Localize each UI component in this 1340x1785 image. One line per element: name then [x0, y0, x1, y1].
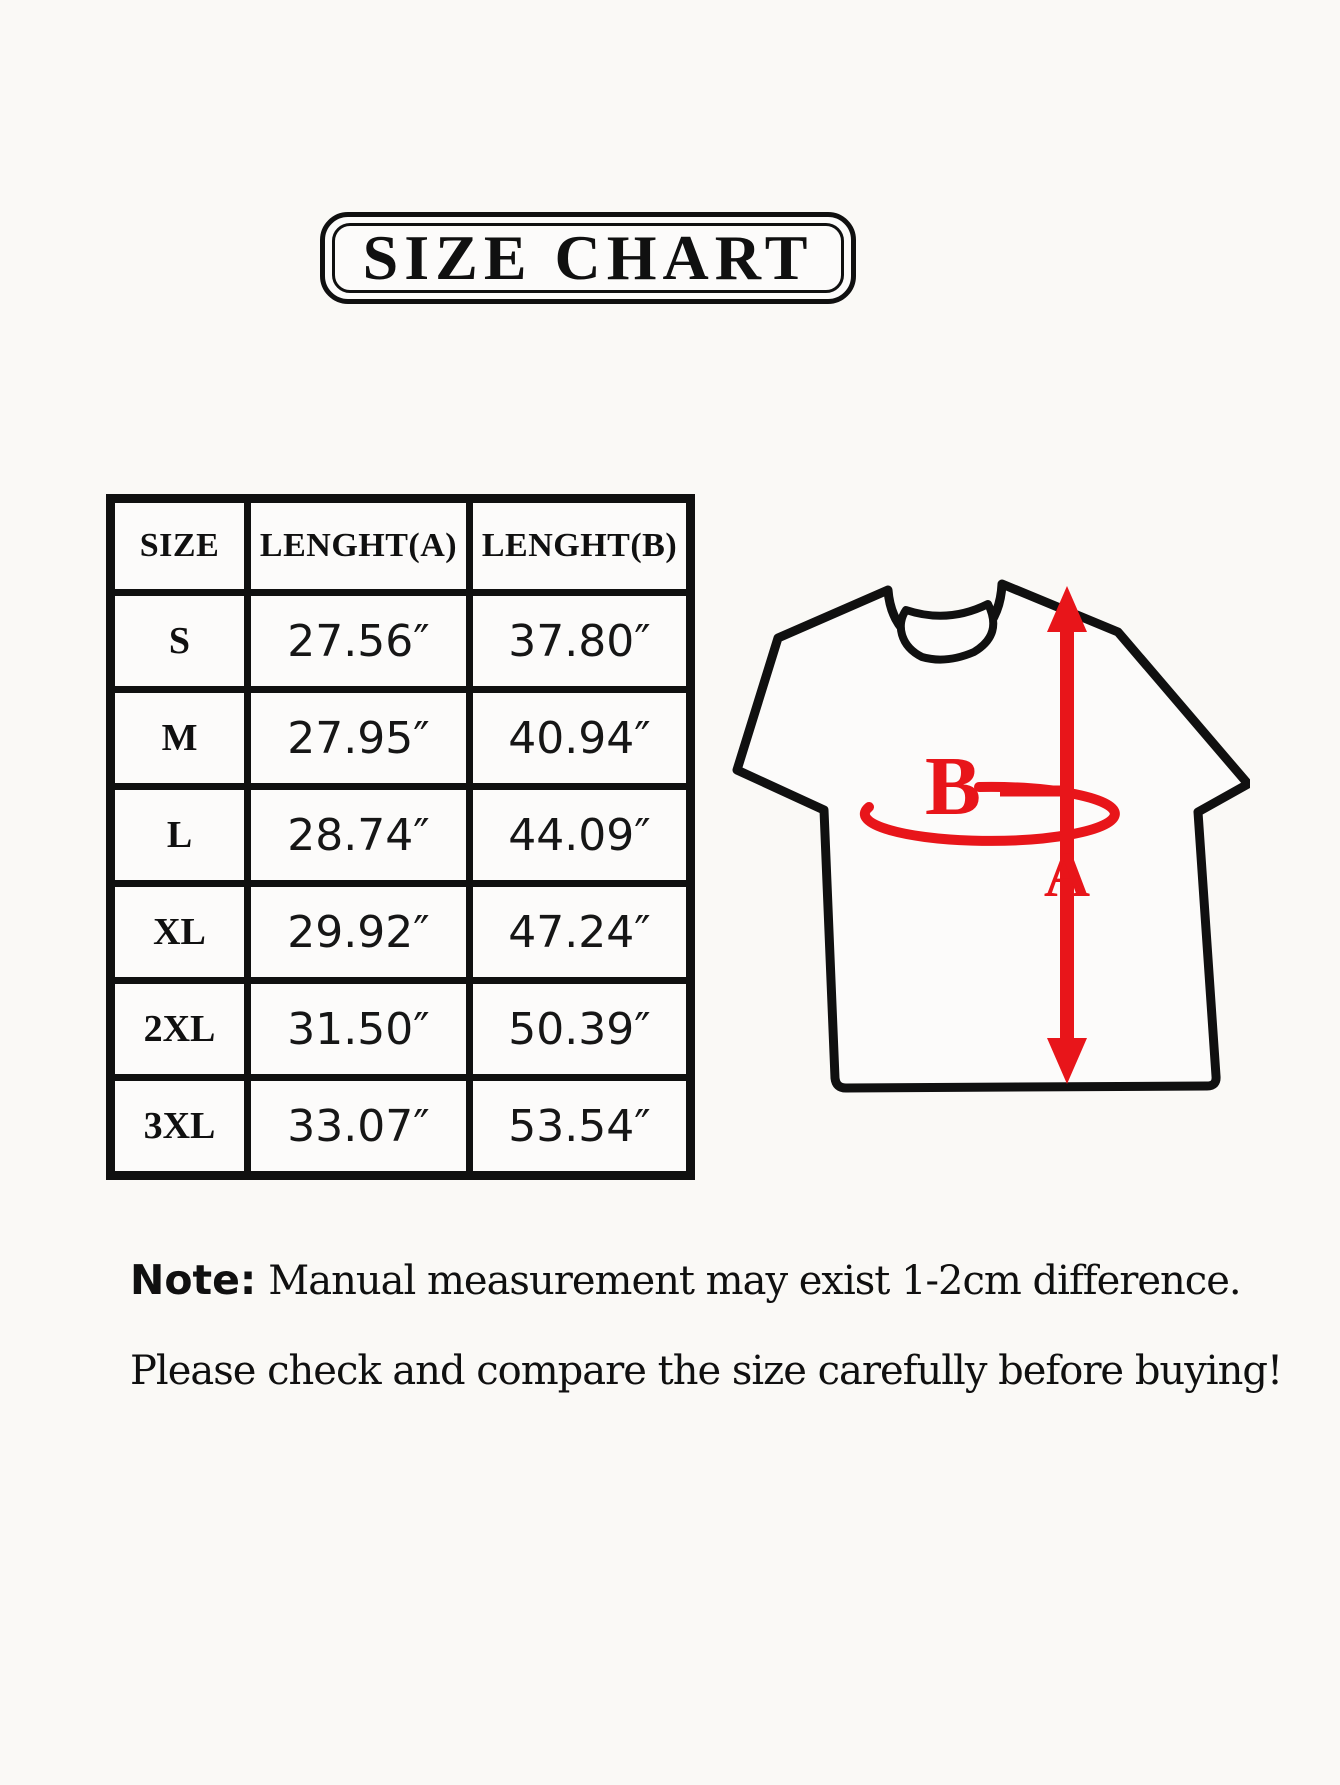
note-text: Manual measurement may exist 1-2cm difference.: [268, 1258, 1241, 1304]
size-chart-title-inner-frame: [332, 223, 844, 293]
size-label: S: [111, 593, 248, 690]
table-row: [111, 690, 691, 787]
length-b-value: 44.09″: [470, 787, 691, 884]
table-row: [111, 884, 691, 981]
size-label: M: [111, 690, 248, 787]
table-row: [111, 981, 691, 1078]
length-b-value: 53.54″: [470, 1078, 691, 1176]
length-a-value: 33.07″: [248, 1078, 470, 1176]
length-a-value: 27.95″: [248, 690, 470, 787]
length-b-value: 40.94″: [470, 690, 691, 787]
tshirt-collar-opening: [901, 604, 993, 660]
page-title: SIZE CHART: [362, 222, 814, 293]
size-label: 2XL: [111, 981, 248, 1078]
size-table: [106, 494, 695, 1180]
table-row: [111, 593, 691, 690]
note-prefix: Note:: [130, 1256, 257, 1304]
col-header-size: SIZE: [111, 499, 248, 593]
col-header-length-a: LENGHT(A): [248, 499, 470, 593]
length-b-value: 50.39″: [470, 981, 691, 1078]
tshirt-measurement-diagram: [650, 520, 1250, 1120]
measure-a-label: A: [1043, 839, 1091, 910]
size-chart-title-box: [320, 212, 856, 304]
length-a-value: 27.56″: [248, 593, 470, 690]
table-header-row: [111, 499, 691, 593]
col-header-length-b: LENGHT(B): [470, 499, 691, 593]
length-a-value: 29.92″: [248, 884, 470, 981]
size-label: XL: [111, 884, 248, 981]
length-b-value: 37.80″: [470, 593, 691, 690]
measure-b-label: B: [924, 740, 982, 833]
note-line-2: Please check and compare the size carefully before buying!: [130, 1348, 1283, 1394]
length-a-value: 31.50″: [248, 981, 470, 1078]
note-line-1: [130, 1256, 1241, 1304]
table-row: [111, 1078, 691, 1176]
length-a-value: 28.74″: [248, 787, 470, 884]
table-row: [111, 787, 691, 884]
size-label: 3XL: [111, 1078, 248, 1176]
size-label: L: [111, 787, 248, 884]
length-b-value: 47.24″: [470, 884, 691, 981]
